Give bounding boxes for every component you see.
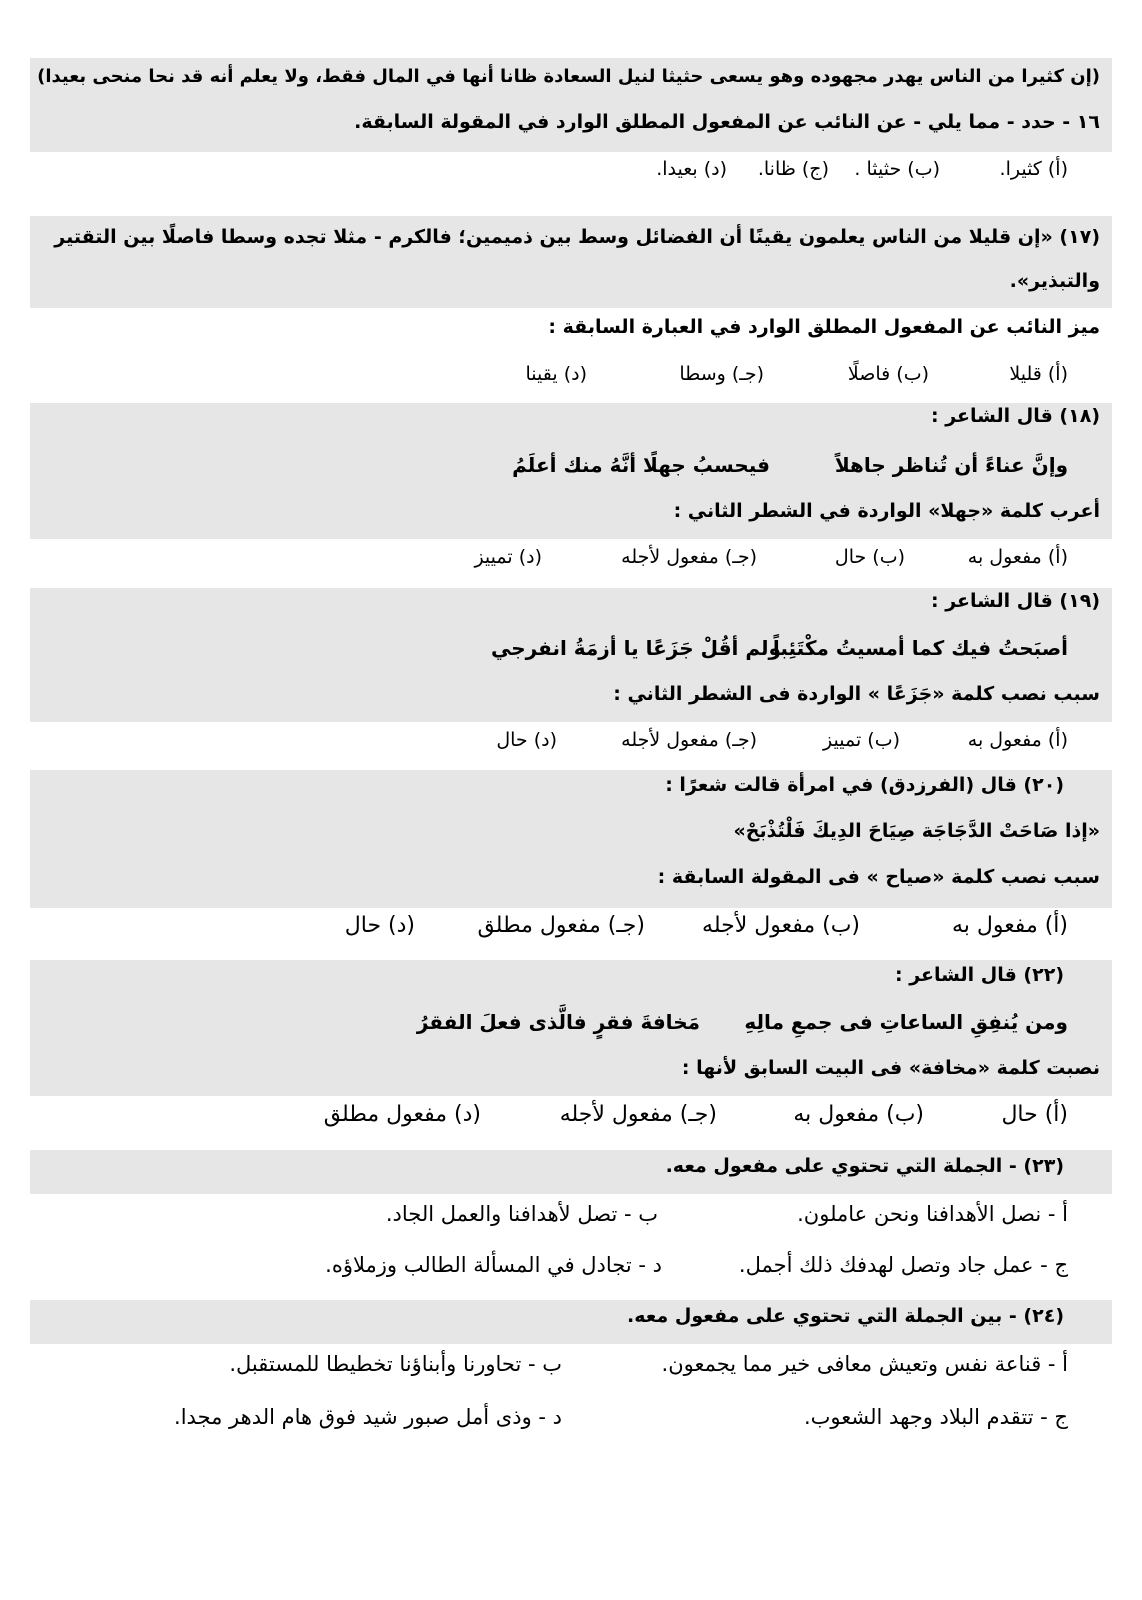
q16-question: ١٦ - حدد - مما يلي - عن النائب عن المفعول المطلق الوارد في المقولة السابقة. (354, 111, 1100, 133)
q20-option-b[interactable]: (ب) مفعول لأجله (702, 913, 860, 938)
q17-option-a[interactable]: (أ) قليلا (1009, 363, 1068, 385)
q24-option-c[interactable]: ج - تتقدم البلاد وجهد الشعوب. (803, 1405, 1068, 1429)
q16-option-d[interactable]: (د) بعيدا. (656, 158, 727, 180)
q18-header: (١٨) قال الشاعر : (931, 405, 1100, 427)
q20-quote: «إذا صَاحَتْ الدَّجَاجَة صِيَاحَ الدِيكَ فَلْتُذْبَحْ» (733, 820, 1100, 842)
q23-option-b[interactable]: ب - تصل لأهدافنا والعمل الجاد. (385, 1202, 658, 1226)
q20-option-a[interactable]: (أ) مفعول به (951, 913, 1068, 938)
q16-option-b[interactable]: (ب) حثيثا . (854, 158, 940, 180)
q20-question: سبب نصب كلمة «صياح » فى المقولة السابقة : (657, 866, 1100, 888)
q23-question: (٢٣) - الجملة التي تحتوي على مفعول معه. (665, 1155, 1064, 1177)
q22-option-d[interactable]: (د) مفعول مطلق (323, 1102, 481, 1127)
q17-option-b[interactable]: (ب) فاصلًا (847, 363, 929, 385)
q19-option-c[interactable]: (جـ) مفعول لأجله (621, 729, 757, 751)
q18-verse-second: فيحسبُ جهلًا أنَّهُ منك أعلَمُ (512, 453, 770, 477)
q19-header: (١٩) قال الشاعر : (931, 590, 1100, 612)
q18-question: أعرب كلمة «جهلا» الواردة في الشطر الثاني : (673, 500, 1100, 522)
q19-option-a[interactable]: (أ) مفعول به (967, 729, 1068, 751)
q17-question: ميز النائب عن المفعول المطلق الوارد في العبارة السابقة : (548, 316, 1100, 338)
q18-option-d[interactable]: (د) تمييز (474, 546, 542, 568)
q22-verse-second: مَخافةَ فقرٍ فالَّذى فعلَ الفقرُ (416, 1010, 700, 1034)
q22-verse-first: ومن يُنفِقِ الساعاتِ فى جمعِ مالِهِ (744, 1010, 1068, 1034)
q17-option-c[interactable]: (جـ) وسطا (679, 363, 764, 385)
q24-option-a[interactable]: أ - قناعة نفس وتعيش معافى خير مما يجمعون. (661, 1352, 1068, 1376)
q18-option-c[interactable]: (جـ) مفعول لأجله (621, 546, 757, 568)
q24-option-d[interactable]: د - وذى أمل صبور شيد فوق هام الدهر مجدا. (174, 1405, 562, 1429)
q20-header: (٢٠) قال (الفرزدق) في امرأة قالت شعرًا : (665, 774, 1064, 796)
q20-option-d[interactable]: (د) حال (344, 913, 415, 938)
q16-option-a[interactable]: (أ) كثيرا. (999, 158, 1068, 180)
q22-option-c[interactable]: (جـ) مفعول لأجله (559, 1102, 717, 1127)
q23-option-a[interactable]: أ - نصل الأهدافنا ونحن عاملون. (797, 1202, 1068, 1226)
q16-option-c[interactable]: (ج) ظانا. (757, 158, 829, 180)
q23-option-d[interactable]: د - تجادل في المسألة الطالب وزملاؤه. (325, 1253, 662, 1277)
q19-question: سبب نصب كلمة «جَزَعًا » الواردة فى الشطر الثاني : (613, 683, 1100, 705)
q19-verse-second: ولم أقُلْ جَزَعًا يا أزمَةُ انفرجي (490, 636, 781, 660)
q17-passage-line2: والتبذير». (1009, 270, 1100, 292)
q17-option-d[interactable]: (د) يقينا (525, 363, 587, 385)
q18-option-a[interactable]: (أ) مفعول به (967, 546, 1068, 568)
q18-verse-first: وإنَّ عناءً أن تُناظر جاهلاً (834, 453, 1068, 477)
q17-passage-line1: (١٧) «إن قليلا من الناس يعلمون يقينًا أن الفضائل وسط بين ذميمين؛ فالكرم - مثلا تجده وسطا فاصلًا بين التقتير (54, 226, 1100, 248)
q24-option-b[interactable]: ب - تحاورنا وأبناؤنا تخطيطا للمستقبل. (229, 1352, 562, 1376)
q19-option-b[interactable]: (ب) تمييز (823, 729, 900, 751)
q19-verse-first: أصبَحتُ فيك كما أمسيتُ مكْتَئِباً (772, 636, 1068, 660)
q19-option-d[interactable]: (د) حال (496, 729, 557, 751)
q22-header: (٢٢) قال الشاعر : (895, 964, 1064, 986)
q22-option-b[interactable]: (ب) مفعول به (793, 1102, 924, 1127)
q24-question: (٢٤) - بين الجملة التي تحتوي على مفعول معه. (626, 1305, 1064, 1327)
q16-passage: (إن كثيرا من الناس يهدر مجهوده وهو يسعى حثيثا لنيل السعادة ظانا أنها في المال فقط، ولا يعلم أنه قد نحا منحى بعيدا) (37, 66, 1100, 87)
q22-option-a[interactable]: (أ) حال (1001, 1102, 1068, 1127)
q20-option-c[interactable]: (جـ) مفعول مطلق (477, 913, 645, 938)
q23-option-c[interactable]: ج - عمل جاد وتصل لهدفك ذلك أجمل. (738, 1253, 1068, 1277)
q22-question: نصبت كلمة «مخافة» فى البيت السابق لأنها : (681, 1057, 1100, 1079)
q18-option-b[interactable]: (ب) حال (834, 546, 905, 568)
